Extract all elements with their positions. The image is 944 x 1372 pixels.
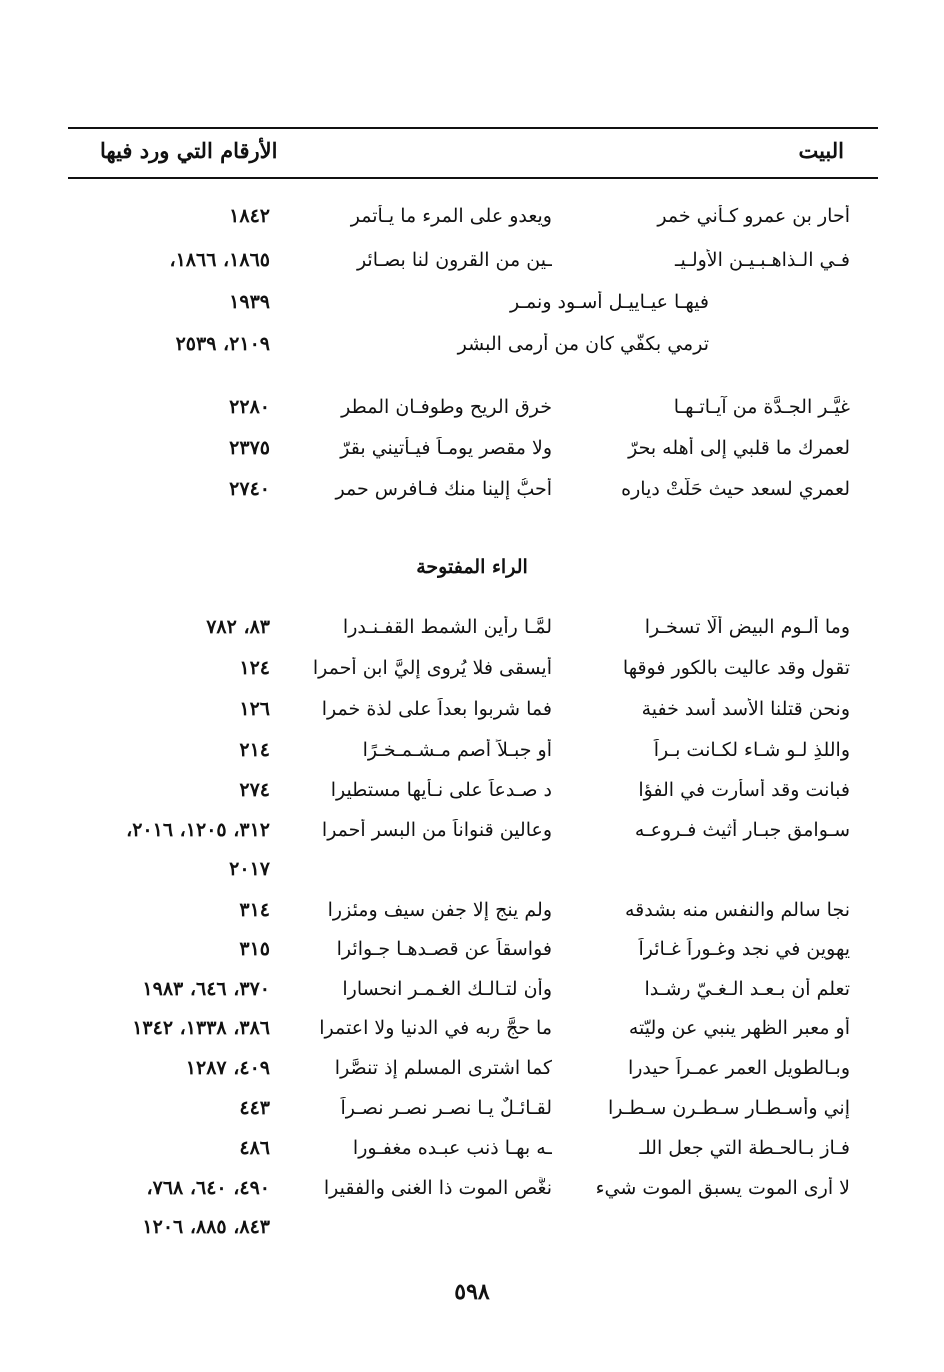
verse-refs: ٤٠٩، ١٢٨٧ xyxy=(185,1057,270,1079)
verse-second-hemistich: أو جبـلاً أصم مـشـمـخـرًا xyxy=(362,739,552,761)
verse-second-hemistich: ـه بهـا ذنب عبـده مغفـورا xyxy=(352,1137,552,1159)
verse-refs: ٨٤٣، ٨٨٥، ١٢٠٦ xyxy=(142,1216,270,1238)
verse-row xyxy=(0,1216,944,1256)
verse-first-hemistich: فـي الـذاهـبـيـن الأولـيـ xyxy=(674,249,850,271)
verse-row xyxy=(0,978,944,1018)
verse-first-hemistich: وبـالطويل العمر عمـراً حيدرا xyxy=(627,1057,850,1079)
verse-row xyxy=(0,291,944,331)
verse-row xyxy=(0,1177,944,1217)
verse-first-hemistich: لا أرى الموت يسبق الموت شيء xyxy=(595,1177,850,1199)
verse-first-hemistich: تعلم أن بـعـد الـغـيّ رشـدا xyxy=(644,978,850,1000)
header-bottom-rule xyxy=(68,177,878,179)
verse-row xyxy=(0,698,944,738)
verse-second-hemistich: لمَّـا رأين الشمط القفـنـدرا xyxy=(342,616,552,638)
verse-second-hemistich: أيسقى فلا يُروى إليَّ ابن أحمرا xyxy=(312,657,552,679)
verse-refs: ٣١٤ xyxy=(239,899,270,921)
verse-refs: ٢١٠٩، ٢٥٣٩ xyxy=(175,333,270,355)
verse-refs: ٢٠١٧ xyxy=(229,858,270,880)
verse-first-hemistich: نجا سالم والنفس منه بشدقه xyxy=(624,899,850,921)
verse-row xyxy=(0,899,944,939)
verse-second-hemistich: ما حجَّ ربه في الدنيا ولا اعتمرا xyxy=(319,1017,552,1039)
verse-hemistich: فيهـا عيـاييـل أسـود ونمـر xyxy=(510,291,709,313)
verse-row xyxy=(0,616,944,656)
verse-refs: ١٨٤٢ xyxy=(229,205,270,227)
header-verse-title: البيت xyxy=(798,138,844,163)
verse-refs: ١٨٦٥، ١٨٦٦، xyxy=(169,249,270,271)
verse-second-hemistich: د صـدعاً على نـأيها مستطيرا xyxy=(330,779,552,801)
verse-refs: ٤٨٦ xyxy=(239,1137,270,1159)
verse-second-hemistich: أحبُّ إلينا منك فـافرس حمر xyxy=(335,478,552,500)
verse-second-hemistich: خرق الريح وطوفـان المطر xyxy=(341,396,552,418)
verse-row xyxy=(0,396,944,436)
verse-refs: ٣١٢، ١٢٠٥، ٢٠١٦، xyxy=(126,819,270,841)
verse-refs: ٣١٥ xyxy=(239,938,270,960)
header-top-rule xyxy=(68,127,878,129)
verse-second-hemistich: ويعدو على المرء ما يـأتمر xyxy=(350,205,552,227)
verse-refs: ٢٢٨٠ xyxy=(229,396,270,418)
verse-row xyxy=(0,333,944,373)
verse-row xyxy=(0,249,944,289)
verse-row xyxy=(0,739,944,779)
verse-refs: ٤٩٠، ٦٤٠، ٧٦٨، xyxy=(146,1177,270,1199)
verse-row xyxy=(0,779,944,819)
verse-second-hemistich: ـين من القرون لنا بصـائر xyxy=(356,249,552,271)
verse-first-hemistich: يهوين في نجد وغـوراً غـائراً xyxy=(638,938,850,960)
verse-first-hemistich: سـوامق جبـار أثيث فـروعـه xyxy=(634,819,850,841)
verse-row xyxy=(0,858,944,898)
verse-row xyxy=(0,1137,944,1177)
verse-row xyxy=(0,819,944,859)
verse-refs: ٢٧٤٠ xyxy=(229,478,270,500)
verse-row xyxy=(0,1057,944,1097)
verse-first-hemistich: إني وأسـطـار سـطـرن سـطـرا xyxy=(607,1097,850,1119)
verse-first-hemistich: أحار بن عمرو كـأني خمر xyxy=(657,205,850,227)
section-title: الراء المفتوحة xyxy=(416,556,528,578)
verse-first-hemistich: لعمري لسعد حيث حَلَّتْ دياره xyxy=(621,478,850,500)
verse-row xyxy=(0,1017,944,1057)
verse-second-hemistich: ولم ينج إلا جفن سيف ومئزرا xyxy=(327,899,552,921)
verse-row xyxy=(0,938,944,978)
verse-first-hemistich: فـاز بـالحـطة التي جعل اللـ xyxy=(639,1137,850,1159)
verse-hemistich: ترمي بكفّي كان من أرمى البشر xyxy=(457,333,709,355)
verse-second-hemistich: وعالين قنواناً من البسر أحمرا xyxy=(321,819,552,841)
page-number: ٥٩٨ xyxy=(454,1279,490,1305)
verse-row xyxy=(0,1097,944,1137)
header-numbers-title: الأرقام التي ورد فيها xyxy=(100,138,278,163)
verse-first-hemistich: وما ألـوم البيض ألَّا تسخـرا xyxy=(644,616,850,638)
verse-first-hemistich: ونحن قتلنا الأسد أسد خفية xyxy=(641,698,850,720)
verse-refs: ٣٧٠، ٦٤٦، ١٩٨٣ xyxy=(142,978,270,1000)
verse-first-hemistich: فبانت وقد أسأرت في الفؤا xyxy=(638,779,850,801)
verse-first-hemistich: أو معبر الظهر ينبي عن وليّته xyxy=(628,1017,850,1039)
verse-second-hemistich: فما شربوا بعداً على لذة خمرا xyxy=(321,698,552,720)
verse-refs: ٢٧٤ xyxy=(239,779,270,801)
verse-refs: ٨٣، ٧٨٢ xyxy=(206,616,270,638)
verse-row xyxy=(0,437,944,477)
verse-refs: ٢١٤ xyxy=(239,739,270,761)
verse-second-hemistich: لقـائـلٌ يـا نصـر نصـر نصـراً xyxy=(340,1097,552,1119)
verse-row xyxy=(0,657,944,697)
verse-first-hemistich: لعمرك ما قلبي إلى أهله بحرّ xyxy=(628,437,850,459)
verse-second-hemistich: نغَّص الموت ذا الغنى والفقيرا xyxy=(323,1177,552,1199)
verse-second-hemistich: ولا مقصر يومـاً فيـأتيني بقرّ xyxy=(340,437,552,459)
verse-row xyxy=(0,478,944,518)
verse-refs: ١٩٣٩ xyxy=(229,291,270,313)
verse-refs: ١٢٦ xyxy=(239,698,270,720)
verse-second-hemistich: فواسقاً عن قصـدهـا جـوائرا xyxy=(336,938,552,960)
verse-refs: ٢٣٧٥ xyxy=(229,437,270,459)
verse-row xyxy=(0,205,944,245)
verse-first-hemistich: واللذِ لـو شـاء لكـانت بـراً xyxy=(653,739,850,761)
verse-refs: ٣٨٦، ١٣٣٨، ١٣٤٢ xyxy=(132,1017,270,1039)
verse-second-hemistich: وأن لتـالـك الغـمـر انحسارا xyxy=(342,978,552,1000)
verse-first-hemistich: تقول وقد عاليت بالكور فوقها xyxy=(622,657,850,679)
verse-refs: ٤٤٣ xyxy=(239,1097,270,1119)
verse-second-hemistich: كما اشترى المسلم إذ تنصَّرا xyxy=(334,1057,552,1079)
verse-refs: ١٢٤ xyxy=(239,657,270,679)
verse-first-hemistich: غيَّـر الجـدَّة من آيـاتـهـا xyxy=(673,396,850,418)
